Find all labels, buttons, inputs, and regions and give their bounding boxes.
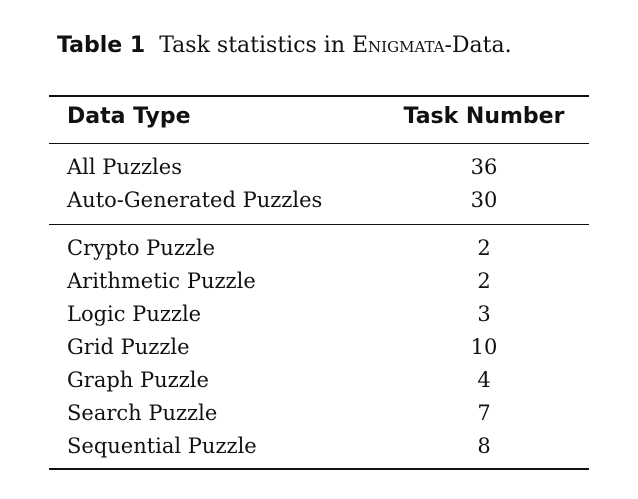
table-row	[0, 430, 638, 463]
header-data-type: Data Type	[67, 104, 191, 129]
cell-task-number: 7	[477, 401, 491, 425]
table-bottom-rule	[49, 468, 589, 470]
header-rule	[49, 143, 589, 144]
cell-data-type: Sequential Puzzle	[67, 434, 257, 458]
cell-task-number: 36	[470, 155, 498, 179]
table-row	[0, 298, 638, 331]
table-caption	[57, 30, 512, 62]
table-top-rule	[49, 95, 589, 97]
group-separator-rule	[49, 224, 589, 225]
cell-data-type: Search Puzzle	[67, 401, 218, 425]
cell-task-number: 2	[477, 236, 491, 260]
cell-task-number: 10	[470, 335, 498, 359]
cell-task-number: 30	[470, 188, 498, 212]
cell-task-number: 2	[477, 269, 491, 293]
table-label: Table 1	[57, 33, 146, 58]
caption-text: Task statistics in	[159, 33, 352, 58]
table-row	[0, 265, 638, 298]
cell-data-type: Auto-Generated Puzzles	[67, 188, 323, 212]
table-row	[0, 184, 638, 217]
table-row	[0, 232, 638, 265]
table-row	[0, 397, 638, 430]
caption-text-suffix: -Data.	[444, 33, 512, 58]
cell-data-type: Crypto Puzzle	[67, 236, 216, 260]
cell-data-type: Graph Puzzle	[67, 368, 209, 392]
table-row	[0, 331, 638, 364]
table-row	[0, 151, 638, 184]
header-task-number: Task Number	[403, 104, 565, 129]
cell-task-number: 3	[477, 302, 491, 326]
table-row	[0, 364, 638, 397]
cell-data-type: All Puzzles	[67, 155, 182, 179]
cell-data-type: Arithmetic Puzzle	[67, 269, 256, 293]
caption-dataset-name: Enigmata	[352, 33, 445, 58]
cell-data-type: Logic Puzzle	[67, 302, 202, 326]
cell-data-type: Grid Puzzle	[67, 335, 190, 359]
cell-task-number: 8	[477, 434, 491, 458]
cell-task-number: 4	[477, 368, 491, 392]
